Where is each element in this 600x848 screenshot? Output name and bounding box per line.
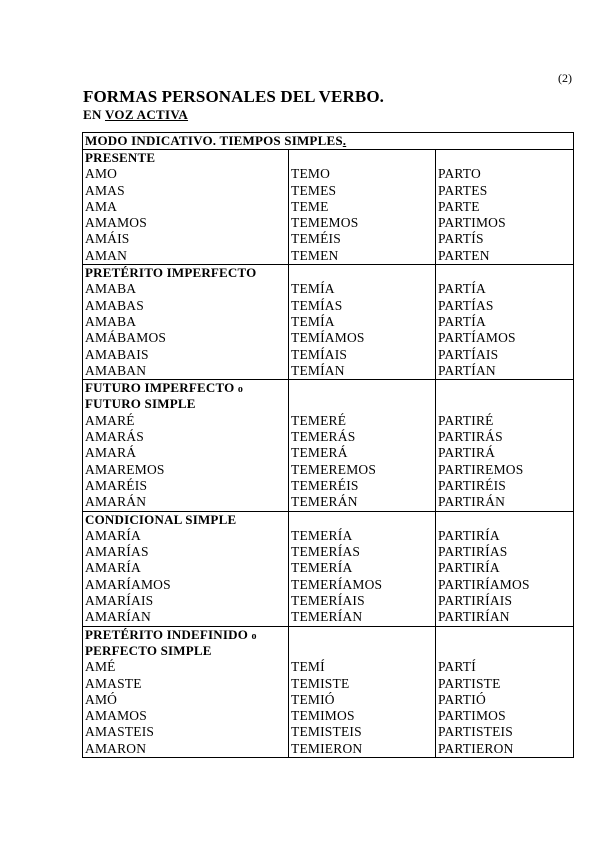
verb-form: TEMÍAN <box>291 362 345 378</box>
verb-form: TEMÍAMOS <box>291 330 365 346</box>
column-partir <box>436 150 574 265</box>
mode-header-row <box>83 133 574 150</box>
column-temer <box>289 265 436 380</box>
verb-form: PARTÍAN <box>438 362 496 378</box>
verb-form: PARTO <box>438 166 481 182</box>
verb-form: TEMERÍAIS <box>291 593 365 609</box>
verb-form: AMASTE <box>85 675 142 691</box>
verb-form: PARTÍAIS <box>438 346 499 362</box>
verb-form: AMARÉ <box>85 412 135 428</box>
verb-form: PARTEN <box>438 247 490 263</box>
verb-form: AMÉ <box>85 659 116 675</box>
verb-form: PARTÍA <box>438 313 486 329</box>
tense-section <box>83 511 574 626</box>
column-partir <box>436 511 574 626</box>
verb-form: TEMERÍAS <box>291 544 361 560</box>
verb-form: AMARÍAS <box>85 544 149 560</box>
verb-form: TEMIMOS <box>291 708 355 724</box>
verb-form: TEMIERON <box>291 740 363 756</box>
tense-section <box>83 626 574 757</box>
verb-form: AMASTEIS <box>85 724 155 740</box>
verb-form: PARTIRÁ <box>438 445 496 461</box>
verb-form: TEMISTEIS <box>291 724 362 740</box>
verb-form: AMARÍAIS <box>85 593 154 609</box>
verb-form: PARTES <box>438 182 488 198</box>
verb-form: TEMEN <box>291 247 339 263</box>
verb-form: PARTÍAMOS <box>438 330 516 346</box>
verb-form: PARTIERON <box>438 740 514 756</box>
tense-heading <box>85 380 288 396</box>
column-partir <box>436 626 574 757</box>
tense-section <box>83 265 574 380</box>
verb-form: PARTIRÍA <box>438 560 500 576</box>
tense-heading-text: CONDICIONAL SIMPLE <box>85 511 237 527</box>
tense-heading <box>85 396 288 412</box>
page-title: FORMAS PERSONALES DEL VERBO. <box>83 87 384 106</box>
column-amar <box>83 150 289 265</box>
verb-form: AMARÁ <box>85 445 137 461</box>
verb-form: TEMÍA <box>291 281 335 297</box>
conjugation-table <box>82 132 574 758</box>
verb-form: AMAN <box>85 247 128 263</box>
tense-heading <box>85 150 288 166</box>
tense-heading-text: PRESENTE <box>85 150 156 165</box>
column-partir <box>436 265 574 380</box>
verb-form: TEMIÓ <box>291 691 335 707</box>
verb-form: TEMERÁ <box>291 445 348 461</box>
column-partir <box>436 380 574 511</box>
verb-form: AMARÁS <box>85 429 144 445</box>
verb-form: PARTIRÁS <box>438 429 503 445</box>
tense-section <box>83 150 574 265</box>
verb-form: PARTÍ <box>438 659 476 675</box>
verb-form: AMABAIS <box>85 346 149 362</box>
verb-form: AMAS <box>85 182 125 198</box>
verb-form: TEMERÍA <box>291 527 353 543</box>
column-temer <box>289 380 436 511</box>
tense-heading <box>85 643 288 659</box>
verb-form: AMARÍA <box>85 527 141 543</box>
verb-form: PARTIMOS <box>438 708 506 724</box>
column-amar <box>83 626 289 757</box>
verb-form: AMARÁN <box>85 494 147 510</box>
verb-form: TEMÍAS <box>291 297 343 313</box>
verb-form: PARTISTE <box>438 675 501 691</box>
verb-form: AMARÍA <box>85 560 141 576</box>
column-temer <box>289 511 436 626</box>
verb-form: AMÓ <box>85 691 118 707</box>
column-amar <box>83 511 289 626</box>
verb-form: TEMERÁN <box>291 494 358 510</box>
verb-form: TEMÍAIS <box>291 346 348 362</box>
verb-form: PARTÍA <box>438 281 486 297</box>
subtitle-voice: VOZ ACTIVA <box>104 107 189 122</box>
verb-form: AMABAN <box>85 362 147 378</box>
verb-form: PARTIRÉIS <box>438 477 507 493</box>
verb-form: TEMERÉ <box>291 412 347 428</box>
verb-form: TEMISTE <box>291 675 350 691</box>
verb-form: PARTIRÁN <box>438 494 506 510</box>
verb-form: AMÁBAMOS <box>85 330 167 346</box>
tense-section <box>83 380 574 511</box>
verb-form: AMARÍAN <box>85 609 151 625</box>
verb-form: PARTIRÍAIS <box>438 593 513 609</box>
tense-heading <box>85 512 288 528</box>
verb-form: PARTIRÍAS <box>438 544 508 560</box>
tense-heading-text: PERFECTO SIMPLE <box>85 642 212 658</box>
verb-form: TEME <box>291 198 329 214</box>
verb-form: TEMEREMOS <box>291 461 377 477</box>
verb-form: AMARÉIS <box>85 477 148 493</box>
verb-form: TEMÍ <box>291 659 325 675</box>
verb-form: AMABAS <box>85 297 144 313</box>
column-temer <box>289 150 436 265</box>
tense-connector: o <box>237 384 244 396</box>
tense-connector: o <box>251 630 257 642</box>
verb-form: AMABA <box>85 281 137 297</box>
verb-form: PARTÍAS <box>438 297 494 313</box>
verb-form: PARTIRÍA <box>438 527 500 543</box>
verb-form: PARTIRÍAN <box>438 609 510 625</box>
verb-form: TEMÉIS <box>291 231 341 247</box>
verb-form: AMARON <box>85 740 147 756</box>
verb-form: TEMEMOS <box>291 215 359 231</box>
verb-form: PARTIRÉ <box>438 412 494 428</box>
verb-form: TEMÍA <box>291 313 335 329</box>
verb-form: TEMO <box>291 166 331 182</box>
verb-form: PARTÍS <box>438 231 484 247</box>
tense-heading-text: FUTURO IMPERFECTO <box>85 380 235 396</box>
mode-header-tail: . <box>342 133 347 148</box>
verb-form: TEMERÍAMOS <box>291 576 383 592</box>
verb-form: AMAMOS <box>85 215 147 231</box>
subtitle-prefix: EN <box>83 107 105 122</box>
column-amar <box>83 380 289 511</box>
verb-form: TEMERÁS <box>291 429 356 445</box>
verb-form: PARTIMOS <box>438 215 506 231</box>
verb-form: PARTISTEIS <box>438 724 513 740</box>
mode-header <box>83 133 574 150</box>
column-amar <box>83 265 289 380</box>
verb-form: PARTE <box>438 198 480 214</box>
tense-heading-text: FUTURO SIMPLE <box>85 396 196 412</box>
verb-form: PARTIREMOS <box>438 461 524 477</box>
page-subtitle <box>83 107 188 123</box>
tense-heading-text: PRETÉRITO INDEFINIDO <box>85 626 249 642</box>
verb-form: TEMES <box>291 182 337 198</box>
column-temer <box>289 626 436 757</box>
page-number: (2) <box>558 71 572 85</box>
verb-form: PARTIÓ <box>438 691 486 707</box>
verb-form: AMA <box>85 198 118 214</box>
verb-form: AMABA <box>85 313 137 329</box>
verb-form: TEMERÍAN <box>291 609 363 625</box>
tense-heading <box>85 627 288 643</box>
verb-form: AMÁIS <box>85 231 130 247</box>
verb-form: TEMERÉIS <box>291 477 359 493</box>
verb-form: AMO <box>85 166 118 182</box>
verb-form: AMARÍAMOS <box>85 576 171 592</box>
verb-form: TEMERÍA <box>291 560 353 576</box>
verb-form: AMAMOS <box>85 708 147 724</box>
mode-header-text: MODO INDICATIVO. TIEMPOS SIMPLES <box>85 133 343 148</box>
verb-form: AMAREMOS <box>85 461 165 477</box>
tense-heading-text: PRETÉRITO IMPERFECTO <box>85 265 257 281</box>
tense-heading <box>85 265 288 281</box>
verb-form: PARTIRÍAMOS <box>438 576 530 592</box>
